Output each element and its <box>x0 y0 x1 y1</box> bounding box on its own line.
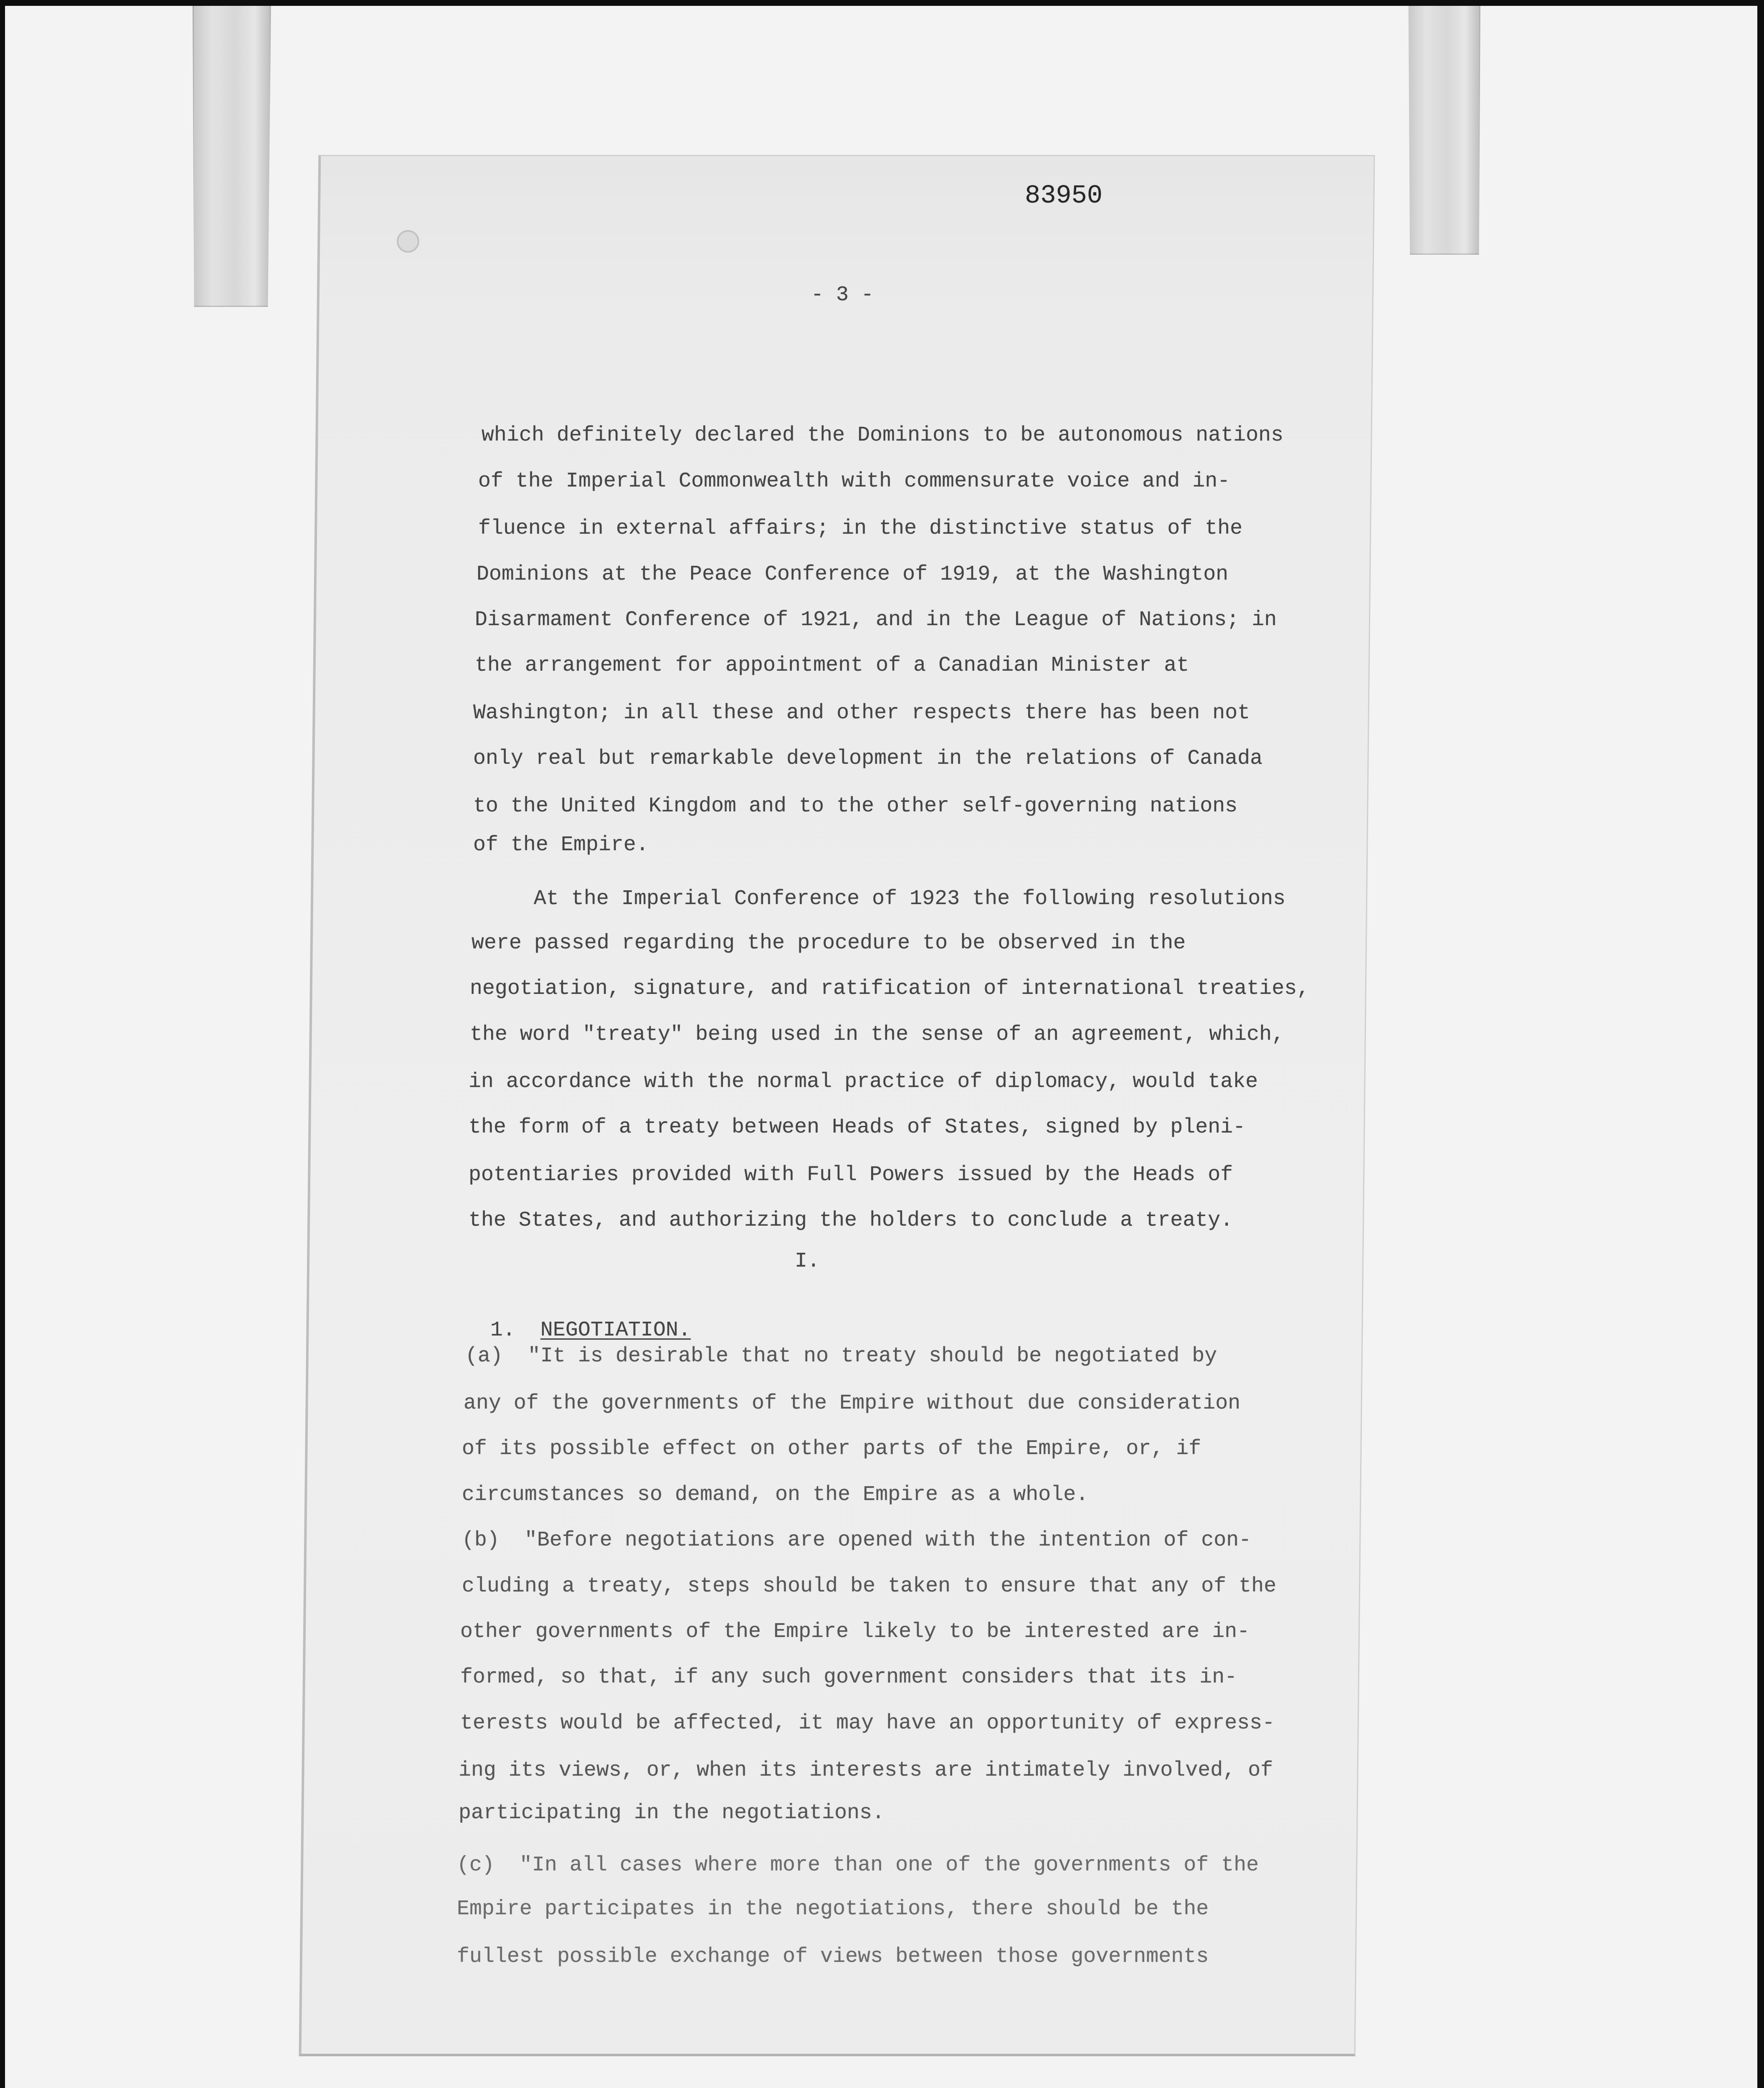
resolution-line: At the Imperial Conference of 1923 the following resolutions <box>534 887 1286 911</box>
intro-line: Washington; in all these and other respects there has been not <box>473 701 1250 725</box>
clause-a-line: any of the governments of the Empire without due consideration <box>464 1391 1241 1415</box>
clause-c-line: (c) "In all cases where more than one of the governments of the <box>457 1853 1259 1877</box>
clause-b-line: ing its views, or, when its interests are intimately involved, of <box>459 1759 1273 1782</box>
intro-line: of the Empire. <box>473 833 649 857</box>
resolution-line: potentiaries provided with Full Powers issued by the Heads of <box>469 1163 1233 1187</box>
clause-a-line: (a) "It is desirable that no treaty should be negotiated by <box>465 1344 1217 1368</box>
intro-line: Disarmament Conference of 1921, and in the League of Nations; in <box>475 608 1277 632</box>
folio-number: 83950 <box>1025 181 1103 210</box>
intro-line: Dominions at the Peace Conference of 1919, at the Washington <box>476 563 1229 586</box>
intro-line: only real but remarkable development in the relations of Canada <box>473 747 1263 770</box>
clause-a-line: of its possible effect on other parts of the Empire, or, if <box>462 1437 1201 1461</box>
clause-b-line: (b) "Before negotiations are opened with the intention of con- <box>462 1528 1252 1552</box>
page-marker: - 3 - <box>811 283 874 307</box>
clause-a-line: circumstances so demand, on the Empire as a whole. <box>462 1483 1089 1507</box>
intro-line: of the Imperial Commonwealth with commensurate voice and in- <box>478 469 1230 493</box>
clause-c-line: Empire participates in the negotiations, there should be the <box>457 1897 1209 1921</box>
resolution-line: the word "treaty" being used in the sense of an agreement, which, <box>470 1023 1285 1047</box>
intro-line: which definitely declared the Dominions to be autonomous nations <box>482 423 1284 447</box>
clause-b-line: cluding a treaty, steps should be taken to ensure that any of the <box>462 1574 1277 1598</box>
clause-b-line: other governments of the Empire likely to be interested are in- <box>460 1620 1250 1644</box>
resolution-line: in accordance with the normal practice of diplomacy, would take <box>469 1070 1258 1094</box>
resolution-line: were passed regarding the procedure to be observed in the <box>471 931 1186 955</box>
tape-strip-top-right <box>1407 0 1480 255</box>
clause-b-line: participating in the negotiations. <box>459 1801 885 1825</box>
intro-line: fluence in external affairs; in the distinctive status of the <box>478 517 1243 540</box>
section-heading <box>465 1293 691 1342</box>
intro-line: the arrangement for appointment of a Canadian Minister at <box>475 654 1189 677</box>
resolution-line: negotiation, signature, and ratification of international treaties, <box>470 977 1310 1001</box>
section-number: 1. <box>490 1318 516 1342</box>
resolution-line: the form of a treaty between Heads of States, signed by pleni- <box>469 1115 1246 1139</box>
section-title: NEGOTIATION. <box>540 1318 691 1342</box>
intro-line: to the United Kingdom and to the other self-governing nations <box>473 794 1238 818</box>
clause-b-line: formed, so that, if any such government considers that its in- <box>460 1665 1237 1689</box>
clause-b-line: terests would be affected, it may have an opportunity of express- <box>460 1711 1275 1735</box>
part-numeral: I. <box>795 1249 820 1273</box>
clause-c-line: fullest possible exchange of views between those governments <box>457 1945 1209 1969</box>
resolution-line: the States, and authorizing the holders to conclude a treaty. <box>469 1209 1233 1232</box>
tape-strip-top-left <box>193 0 271 307</box>
punch-hole <box>397 230 419 253</box>
